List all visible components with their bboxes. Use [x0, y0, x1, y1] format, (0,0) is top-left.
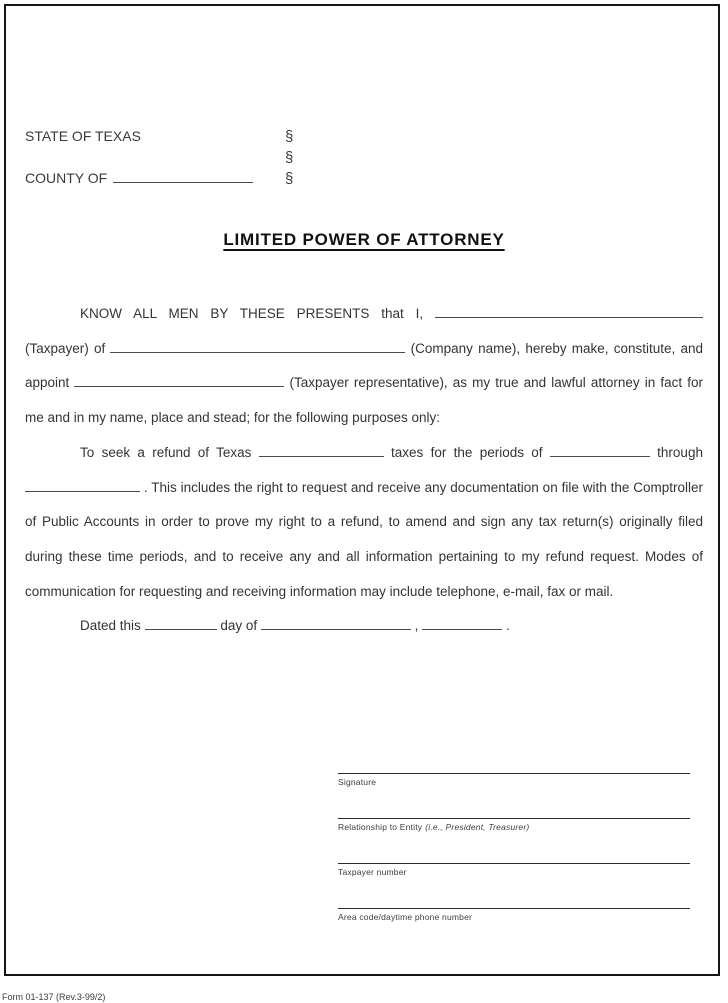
- taxpayer-caption: (Taxpayer): [25, 340, 89, 356]
- relationship-field-label: [338, 819, 690, 832]
- field-label-text: Area code/daytime phone number: [338, 911, 473, 922]
- field-label-text: Relationship to Entity: [338, 821, 423, 832]
- company-caption: (Company name), hereby make, constitute, and appoint: [25, 340, 703, 391]
- section-symbol: §: [285, 170, 294, 187]
- year-blank: [422, 617, 502, 630]
- purpose-text-1: To seek a refund of Texas: [80, 444, 252, 460]
- state-label: STATE OF TEXAS: [25, 128, 141, 144]
- opening-paragraph: [25, 297, 703, 436]
- dated-day-of: day of: [220, 618, 258, 634]
- form-number: Form 01-137 (Rev.3-99/2): [2, 992, 106, 1002]
- dated-period: .: [505, 618, 510, 634]
- field-label-note: (i.e., President, Treasurer): [425, 821, 530, 832]
- signature-field: [338, 773, 690, 787]
- signature-block: [338, 773, 690, 953]
- day-blank: [145, 617, 217, 630]
- period-start-blank: [550, 444, 650, 457]
- state-row: [25, 128, 325, 149]
- purpose-text-4: . This includes the right to request and receive any documentation on file with the Comptroller of Public Accounts in order to prove my right to a refund, to amend and sign any tax return(s) originally filed during these time periods, and to receive any and all information pertaining to my refund request. Modes of communication for requesting and receiving information may include telephone, e-mail, fax or mail.: [25, 479, 703, 599]
- relationship-field: [338, 818, 690, 832]
- dated-prefix: Dated this: [80, 618, 141, 634]
- taxpayer-name-blank: [435, 305, 703, 318]
- signature-field-label: [338, 774, 690, 787]
- section-symbol: §: [285, 128, 294, 145]
- section-symbol: §: [285, 149, 294, 166]
- county-label: COUNTY OF: [25, 170, 108, 186]
- venue-header: [25, 128, 325, 191]
- middle-section-row: [25, 149, 325, 170]
- of-word: of: [93, 340, 106, 356]
- field-label-text: Taxpayer number: [338, 866, 407, 877]
- field-label-text: Signature: [338, 776, 377, 787]
- taxpayer-number-field: [338, 863, 690, 877]
- representative-name-blank: [74, 374, 284, 387]
- company-name-blank: [110, 340, 405, 353]
- document-body: [25, 297, 703, 644]
- opening-text: KNOW ALL MEN BY THESE PRESENTS that I,: [80, 306, 424, 321]
- document-title: LIMITED POWER OF ATTORNEY: [223, 230, 505, 249]
- representative-caption: (Taxpayer representative), as my true and lawful attorney in fact for me and in my name, place and stead; for the following purposes only:: [25, 375, 703, 426]
- dated-line: [25, 609, 703, 644]
- month-blank: [261, 617, 411, 630]
- county-row: [25, 170, 325, 191]
- purpose-paragraph: [25, 436, 703, 610]
- period-end-blank: [25, 479, 140, 492]
- phone-number-field-label: [338, 909, 690, 922]
- dated-comma: ,: [414, 618, 419, 634]
- phone-number-field: [338, 908, 690, 922]
- county-name-blank: [113, 170, 253, 183]
- purpose-text-2: taxes for the periods of: [391, 444, 543, 460]
- tax-type-blank: [259, 444, 384, 457]
- taxpayer-number-field-label: [338, 864, 690, 877]
- purpose-text-3: through: [657, 444, 703, 460]
